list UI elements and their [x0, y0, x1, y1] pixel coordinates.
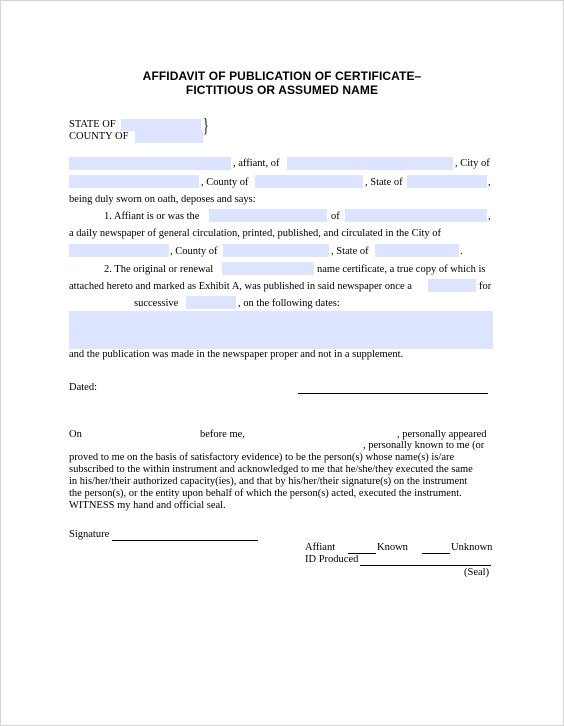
county-of-text: , County of [201, 177, 249, 188]
successive-count-field[interactable] [186, 296, 236, 309]
city-field[interactable] [69, 175, 199, 188]
state-field[interactable] [121, 119, 201, 131]
county-of-text-2: , County of [170, 246, 218, 257]
signature-line[interactable] [112, 540, 258, 541]
affiant-label: Affiant [305, 542, 336, 553]
unknown-label: Unknown [451, 542, 493, 553]
successive-text: successive [134, 298, 179, 309]
notary-line-3: in his/her/their authorized capacity(ies), and that by his/her/their signature(s) on the instrument [69, 476, 468, 487]
p1-of-text: of [331, 211, 340, 222]
being-sworn-text: being duly sworn on oath, deposes and says: [69, 194, 256, 205]
dated-label: Dated: [69, 382, 97, 393]
affiant-address-field[interactable] [287, 157, 453, 170]
affiant-name-field[interactable] [69, 157, 231, 170]
state-of-text-2: , State of [331, 246, 369, 257]
attached-text: attached hereto and marked as Exhibit A, was published in said newspaper once a [69, 281, 412, 292]
affiant-state-field[interactable] [407, 175, 487, 188]
county-label: COUNTY OF [69, 131, 129, 142]
following-dates-text: , on the following dates: [238, 298, 340, 309]
before-me-text: before me, [200, 429, 245, 440]
comma-1: , [488, 177, 491, 188]
daily-newspaper-text: a daily newspaper of general circulation, printed, published, and circulated in the City of [69, 228, 442, 239]
publication-state-field[interactable] [375, 244, 459, 257]
publication-city-field[interactable] [69, 244, 169, 257]
state-label: STATE OF [69, 119, 116, 130]
title-line-2: FICTITIOUS OR ASSUMED NAME [185, 83, 379, 97]
county-field[interactable] [135, 131, 203, 143]
comma-2: , [488, 211, 491, 222]
dated-signature-line[interactable] [298, 393, 488, 394]
notary-line-5: WITNESS my hand and official seal. [69, 500, 226, 511]
p2-prefix: 2. The original or renewal [104, 264, 214, 275]
state-of-text: , State of [365, 177, 403, 188]
on-label: On [69, 429, 82, 440]
p2-name-cert-text: name certificate, a true copy of which is [317, 264, 486, 275]
newspaper-name-field[interactable] [345, 209, 487, 222]
signature-label: Signature [69, 529, 110, 540]
affiant-county-field[interactable] [255, 175, 363, 188]
personally-appeared-text: , personally appeared [397, 429, 487, 440]
affiant-of-text: , affiant, of [233, 158, 280, 169]
known-label: Known [377, 542, 408, 553]
frequency-field[interactable] [428, 279, 476, 292]
personally-known-text: , personally known to me (or [363, 440, 485, 451]
period-1: . [460, 246, 463, 257]
for-text: for [479, 281, 492, 292]
unknown-line[interactable] [422, 553, 450, 554]
id-produced-label: ID Produced [305, 554, 359, 565]
affiant-role-field[interactable] [209, 209, 327, 222]
p1-prefix: 1. Affiant is or was the [104, 211, 200, 222]
publication-text: and the publication was made in the newspaper proper and not in a supplement. [69, 349, 404, 360]
publication-county-field[interactable] [223, 244, 329, 257]
certificate-type-field[interactable] [222, 262, 314, 275]
title-line-1: AFFIDAVIT OF PUBLICATION OF CERTIFICATE– [142, 69, 422, 83]
notary-line-2: subscribed to the within instrument and acknowledged to me that he/she/they executed the same [69, 464, 473, 475]
notary-line-1: proved to me on the basis of satisfactory evidence) to be the person(s) whose name(s) is/are [69, 452, 455, 463]
state-county-brace: } [203, 115, 209, 137]
publication-dates-field[interactable] [69, 311, 493, 349]
seal-label: (Seal) [464, 567, 490, 578]
id-produced-line[interactable] [360, 565, 491, 566]
notary-line-4: the person(s), or the entity upon behalf of which the person(s) acted, executed the instrument. [69, 488, 462, 499]
city-of-text: , City of [455, 158, 490, 169]
